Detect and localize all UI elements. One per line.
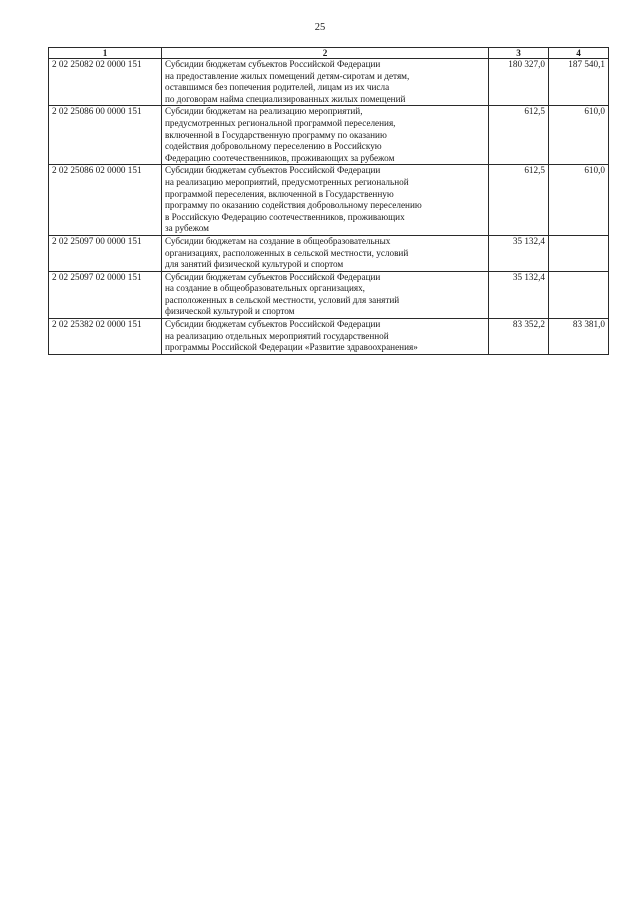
table-row	[49, 235, 609, 271]
description-line: по договорам найма специализированных жилых помещений	[165, 93, 406, 104]
amount-col-3-cell: 35 132,4	[489, 235, 549, 271]
budget-table	[48, 47, 609, 355]
description-line: Субсидии бюджетам субъектов Российской Федерации	[165, 165, 381, 176]
amount-col-4-cell	[549, 235, 609, 271]
description-line: на реализацию мероприятий, предусмотренных региональной	[165, 176, 409, 187]
description-line: Субсидии бюджетам субъектов Российской Федерации	[165, 319, 381, 330]
amount-col-4-cell: 83 381,0	[549, 319, 609, 355]
budget-code-cell: 2 02 25086 02 0000 151	[49, 165, 162, 236]
description-line: на реализацию отдельных мероприятий государственной	[165, 330, 389, 341]
description-cell	[162, 106, 489, 165]
amount-col-4-cell: 610,0	[549, 106, 609, 165]
description-cell	[162, 59, 489, 106]
budget-code-cell: 2 02 25086 00 0000 151	[49, 106, 162, 165]
amount-col-3-cell: 35 132,4	[489, 271, 549, 318]
description-line: предусмотренных региональной программой переселения,	[165, 117, 396, 128]
description-line: программы Российской Федерации «Развитие здравоохранения»	[165, 342, 418, 353]
header-col-3: 3	[489, 48, 549, 59]
description-line: Федерацию соотечественников, проживающих за рубежом	[165, 152, 395, 163]
description-line: включенной в Государственную программу по оказанию	[165, 129, 387, 140]
description-cell	[162, 271, 489, 318]
description-line: физической культурой и спортом	[165, 306, 295, 317]
description-cell	[162, 165, 489, 236]
table-row	[49, 59, 609, 106]
description-line: организациях, расположенных в сельской местности, условий	[165, 247, 409, 258]
header-col-4: 4	[549, 48, 609, 59]
amount-col-3-cell: 180 327,0	[489, 59, 549, 106]
amount-col-4-cell	[549, 271, 609, 318]
description-line: расположенных в сельской местности, условий для занятий	[165, 294, 400, 305]
table-header-row	[49, 48, 609, 59]
description-cell	[162, 319, 489, 355]
table-row	[49, 165, 609, 236]
description-line: программой переселения, включенной в Государственную	[165, 188, 394, 199]
description-line: Субсидии бюджетам субъектов Российской Федерации	[165, 271, 381, 282]
description-line: на создание в общеобразовательных организациях,	[165, 283, 365, 294]
table-row	[49, 271, 609, 318]
description-line: Субсидии бюджетам субъектов Российской Федерации	[165, 59, 381, 69]
description-line: оставшимся без попечения родителей, лицам из их числа	[165, 82, 390, 93]
budget-code-cell: 2 02 25097 02 0000 151	[49, 271, 162, 318]
budget-code-cell: 2 02 25382 02 0000 151	[49, 319, 162, 355]
description-line: за рубежом	[165, 223, 209, 234]
header-col-2: 2	[162, 48, 489, 59]
description-line: Субсидии бюджетам на реализацию мероприятий,	[165, 106, 363, 117]
description-line: Субсидии бюджетам на создание в общеобразовательных	[165, 235, 391, 246]
table-row	[49, 106, 609, 165]
description-line: в Российскую Федерацию соотечественников, проживающих	[165, 211, 405, 222]
amount-col-3-cell: 612,5	[489, 165, 549, 236]
table-body	[49, 59, 609, 355]
page-number: 25	[314, 22, 326, 33]
budget-code-cell: 2 02 25097 00 0000 151	[49, 235, 162, 271]
description-line: на предоставление жилых помещений детям-сиротам и детям,	[165, 70, 410, 81]
header-col-1: 1	[49, 48, 162, 59]
amount-col-4-cell: 187 540,1	[549, 59, 609, 106]
description-line: содействия добровольному переселению в Российскую	[165, 141, 382, 152]
budget-code-cell: 2 02 25082 02 0000 151	[49, 59, 162, 106]
amount-col-3-cell: 83 352,2	[489, 319, 549, 355]
amount-col-3-cell: 612,5	[489, 106, 549, 165]
description-line: программу по оказанию содействия добровольному переселению	[165, 200, 422, 211]
table-row	[49, 319, 609, 355]
amount-col-4-cell: 610,0	[549, 165, 609, 236]
description-cell	[162, 235, 489, 271]
description-line: для занятий физической культурой и спортом	[165, 259, 344, 270]
